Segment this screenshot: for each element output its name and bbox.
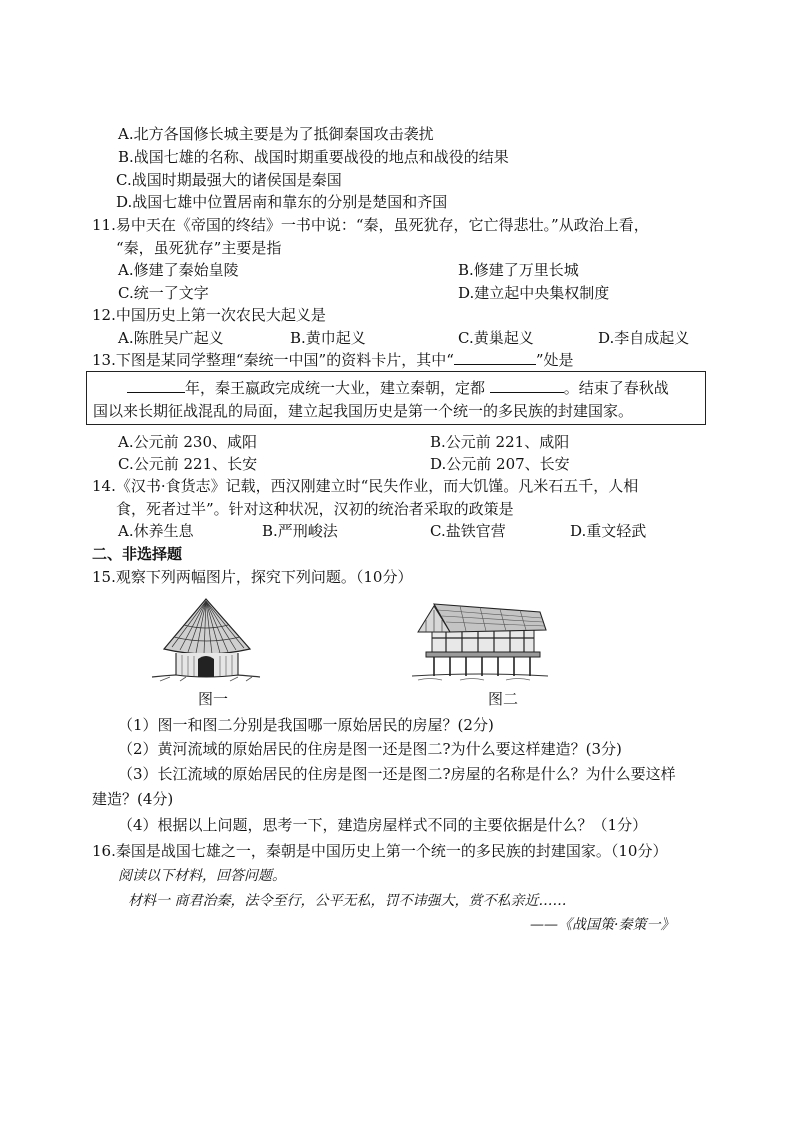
q13-option-b: B.公元前 221、咸阳 <box>430 433 570 451</box>
q14-option-a: A.休养生息 <box>118 522 194 540</box>
q15-sub4: （4）根据以上问题，思考一下，建造房屋样式不同的主要依据是什么？（1分） <box>118 816 648 834</box>
prev-option-b: B.战国七雄的名称、战国时期重要战役的地点和战役的结果 <box>118 148 509 166</box>
q11-option-a: A.修建了秦始皇陵 <box>118 261 239 279</box>
q15-sub2: （2）黄河流域的原始居民的住房是图一还是图二?为什么要这样建造？(3分) <box>118 740 622 758</box>
q14-option-d: D.重文轻武 <box>570 522 647 540</box>
figure2-caption: 图二 <box>488 690 519 708</box>
figure1-caption: 图一 <box>198 690 229 708</box>
q14-option-b: B.严刑峻法 <box>262 522 338 540</box>
card-blank-year <box>127 378 185 393</box>
q11-option-c: C.统一了文字 <box>118 284 209 302</box>
q13-option-d: D.公元前 207、长安 <box>430 455 570 473</box>
q15-sub3-line2: 建造？(4分) <box>92 790 174 808</box>
q14-option-c: C.盐铁官营 <box>430 522 506 540</box>
prev-option-c: C.战国时期最强大的诸侯国是秦国 <box>116 171 342 189</box>
prev-option-d: D.战国七雄中位置居南和靠东的分别是楚国和齐国 <box>116 193 448 211</box>
q16-stem: 16.秦国是战国七雄之一，秦朝是中国历史上第一个统一的多民族的封建国家。（10分） <box>92 842 668 860</box>
q13-stem: 13.下图是某同学整理“秦统一中国”的资料卡片，其中“ ”处是 <box>92 351 574 369</box>
card-blank-capital <box>490 378 564 393</box>
round-thatched-hut-icon <box>150 597 262 683</box>
q15-stem: 15.观察下列两幅图片，探究下列问题。（10分） <box>92 568 413 586</box>
q12-stem: 12.中国历史上第一次农民大起义是 <box>92 306 326 324</box>
section-heading: 二、非选择题 <box>92 545 183 563</box>
info-card <box>86 371 706 425</box>
card-line2: 国以来长期征战混乱的局面，建立起我国历史是第一个统一的多民族的封建国家。 <box>93 402 634 420</box>
q14-stem-line1: 14.《汉书·食货志》记载，西汉刚建立时“民失作业，而大饥馑。凡米石五千，人相 <box>92 477 639 495</box>
q13-option-a: A.公元前 230、咸阳 <box>118 433 257 451</box>
q11-stem-line2: “秦，虽死犹存”主要是指 <box>116 239 282 257</box>
q11-stem-line1: 11.易中天在《帝国的终结》一书中说：“秦，虽死犹存，它亡得悲壮。”从政治上看， <box>92 216 649 234</box>
q14-stem-line2: 食，死者过半”。针对这种状况，汉初的统治者采取的政策是 <box>116 500 514 518</box>
q16-source1: ——《战国策·秦策一》 <box>530 917 675 933</box>
q12-option-c: C.黄巢起义 <box>458 329 534 347</box>
q11-option-b: B.修建了万里长城 <box>458 261 579 279</box>
card-line1: 年，秦王嬴政完成统一大业，建立秦朝，定都 。结束了春秋战 <box>127 378 669 398</box>
q15-sub3-line1: （3）长江流域的原始居民的住房是图一还是图二?房屋的名称是什么？为什么要这样 <box>118 765 676 783</box>
q12-option-b: B.黄巾起义 <box>290 329 366 347</box>
q16-material1: 材料一 商君治秦，法令至行，公平无私，罚不讳强大，赏不私亲近…… <box>128 893 567 909</box>
q13-option-c: C.公元前 221、长安 <box>118 455 258 473</box>
q12-option-a: A.陈胜吴广起义 <box>118 329 224 347</box>
q13-blank <box>454 350 536 365</box>
q11-option-d: D.建立起中央集权制度 <box>458 284 610 302</box>
q15-sub1: （1）图一和图二分别是我国哪一原始居民的房屋？(2分) <box>118 716 494 734</box>
q12-option-d: D.李自成起义 <box>598 329 690 347</box>
q16-intro: 阅读以下材料，回答问题。 <box>118 868 286 884</box>
stilt-house-icon <box>410 598 550 682</box>
prev-option-a: A.北方各国修长城主要是为了抵御秦国攻击袭扰 <box>118 125 434 143</box>
